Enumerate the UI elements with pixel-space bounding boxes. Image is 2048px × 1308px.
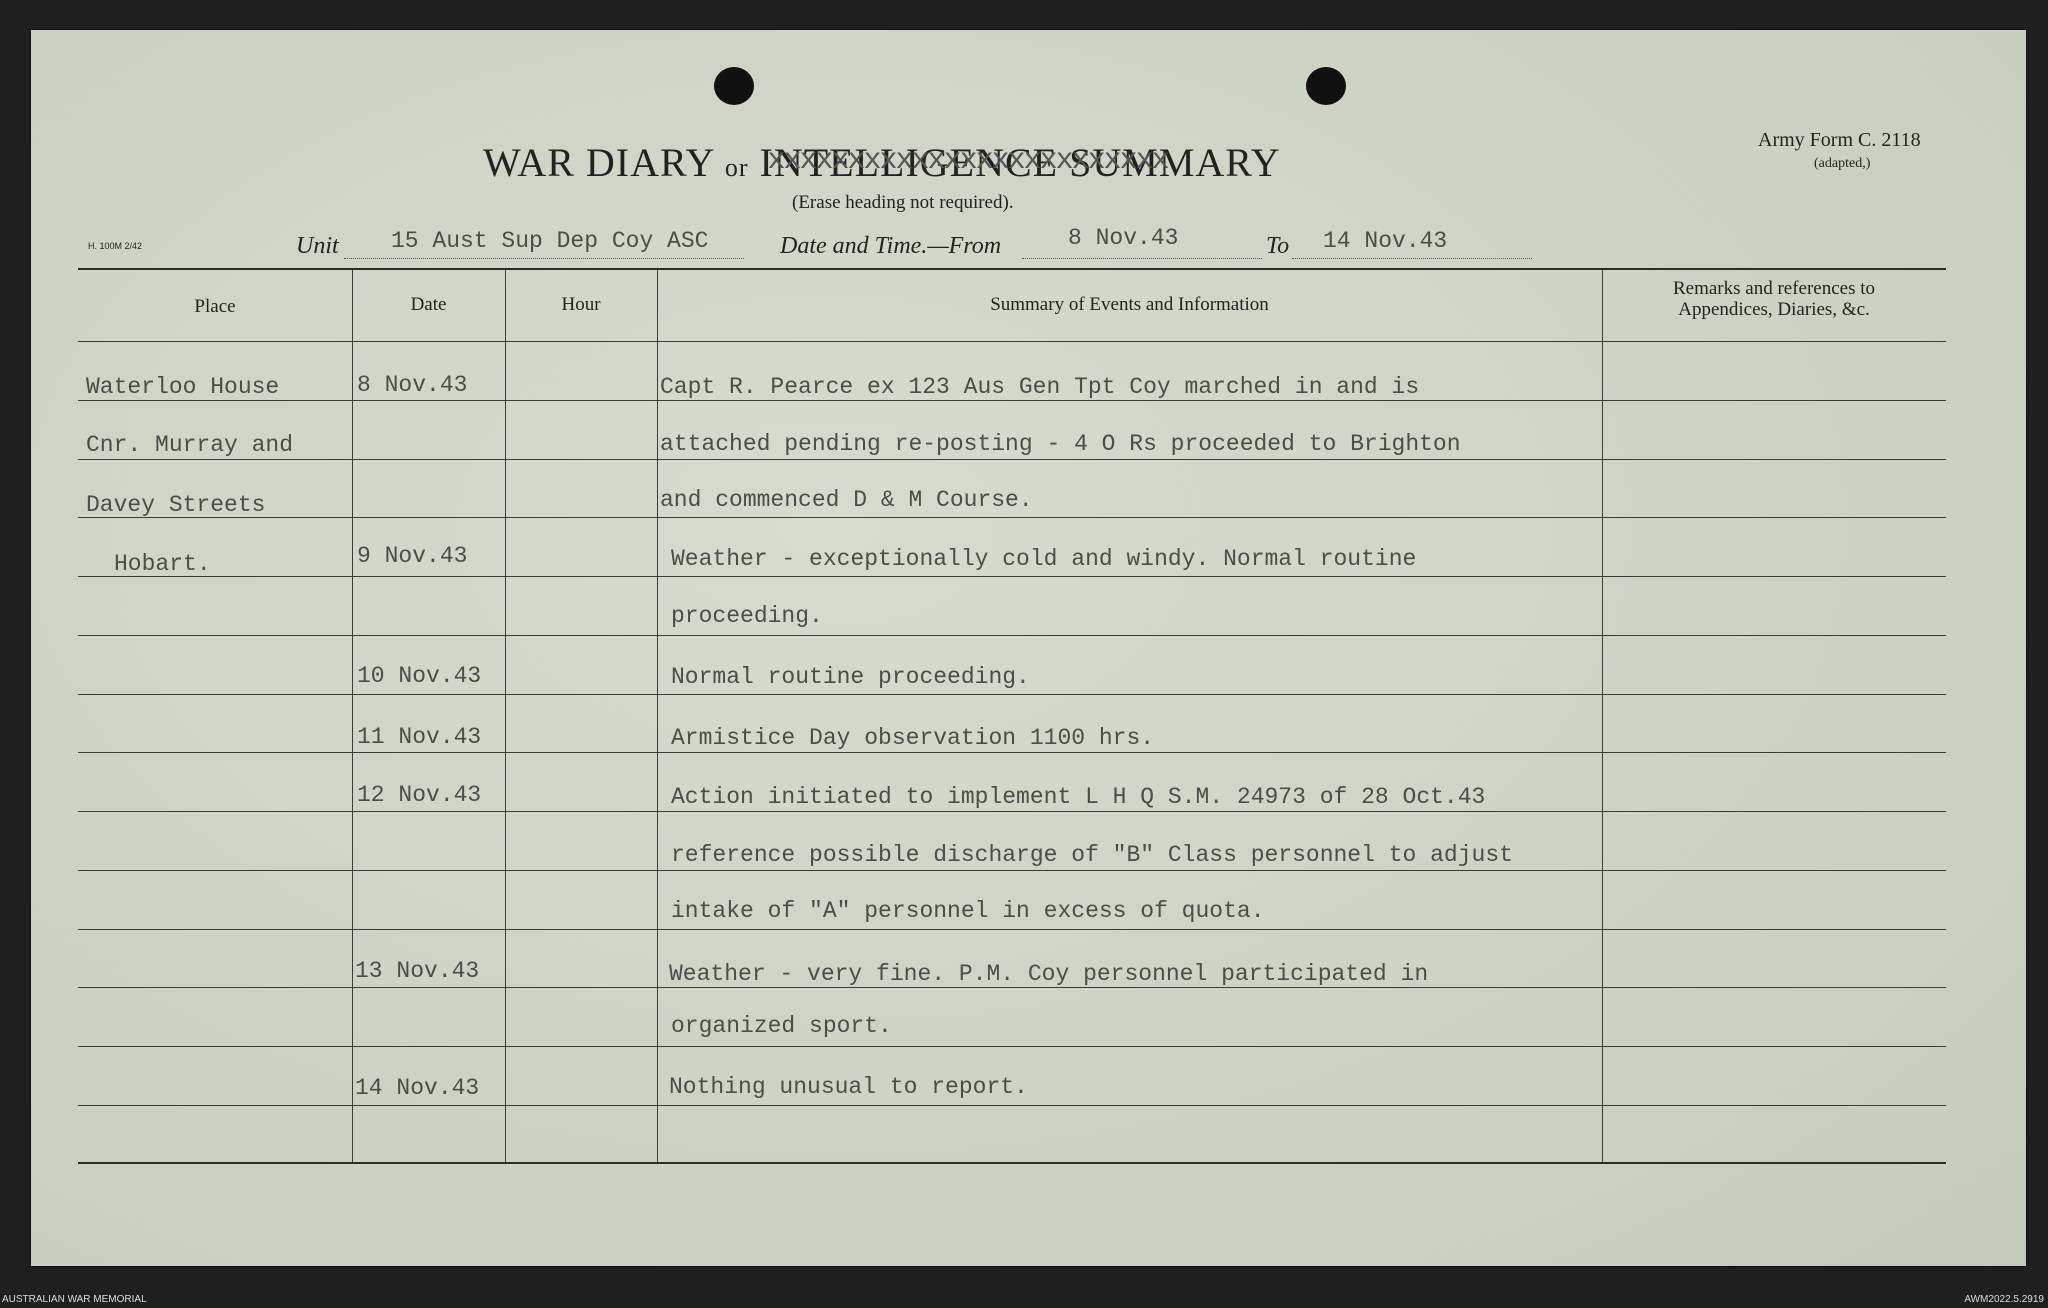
date-to-label: To (1266, 233, 1290, 259)
summary-cell: Capt R. Pearce ex 123 Aus Gen Tpt Coy marched in and is (660, 374, 1420, 400)
column-header-remarks-line2: Appendices, Diaries, &c. (1678, 299, 1870, 320)
summary-cell: Normal routine proceeding. (671, 664, 1030, 690)
row-rule (78, 341, 1946, 342)
army-form-adapted: (adapted,) (1814, 156, 1871, 171)
punch-hole-left (714, 67, 754, 105)
army-form-number: Army Form C. 2118 (1758, 129, 1921, 151)
date-cell: 13 Nov.43 (355, 958, 480, 984)
date-to-value: 14 Nov.43 (1323, 228, 1448, 254)
row-rule (78, 694, 1946, 695)
row-rule (78, 1046, 1946, 1047)
erase-note: (Erase heading not required). (792, 192, 1014, 213)
date-from-value: 8 Nov.43 (1068, 225, 1179, 251)
row-rule (78, 929, 1946, 930)
unit-value: 15 Aust Sup Dep Coy ASC (391, 228, 709, 254)
row-rule (78, 400, 1946, 401)
summary-cell: Nothing unusual to report. (669, 1074, 1028, 1100)
place-cell: Waterloo House (86, 374, 280, 400)
column-header-hour: Hour (561, 294, 601, 315)
row-rule (78, 811, 1946, 812)
date-cell: 8 Nov.43 (357, 372, 468, 398)
row-rule (78, 870, 1946, 871)
row-rule (78, 987, 1946, 988)
row-rule (78, 576, 1946, 577)
punch-hole-right (1306, 67, 1346, 105)
footer-source: AUSTRALIAN WAR MEMORIAL (2, 1294, 147, 1305)
form-print-code: H. 100M 2/42 (88, 241, 143, 251)
form-title (483, 139, 1281, 186)
summary-cell: organized sport. (671, 1013, 892, 1039)
footer-accession: AWM2022.5.2919 (1964, 1294, 2044, 1305)
summary-cell: Action initiated to implement L H Q S.M. 24973 of 28 Oct.43 (671, 784, 1486, 810)
date-cell: 14 Nov.43 (355, 1075, 480, 1101)
column-header-remarks-line1: Remarks and references to (1672, 278, 1876, 299)
date-from-dotted-line (1022, 258, 1262, 259)
date-cell: 9 Nov.43 (357, 543, 468, 569)
date-to-dotted-line (1292, 258, 1532, 259)
title-intelligence-summary: INTELLIGENCE SUMMARY xxxxxxxxxxxxxxxxxxxxxxxxx (760, 140, 1281, 185)
row-rule (78, 517, 1946, 518)
summary-cell: Weather - exceptionally cold and windy. Normal routine (671, 546, 1417, 572)
place-cell: Cnr. Murray and (86, 432, 294, 458)
row-rule (78, 459, 1946, 460)
column-divider-summary (1602, 270, 1603, 1162)
summary-cell: intake of "A" personnel in excess of quota. (671, 898, 1265, 924)
date-cell: 11 Nov.43 (357, 724, 482, 750)
title-war-diary: WAR DIARY (483, 140, 714, 185)
summary-cell: reference possible discharge of "B" Class personnel to adjust (671, 842, 1513, 868)
place-cell: Davey Streets (86, 492, 266, 518)
date-cell: 12 Nov.43 (357, 782, 482, 808)
summary-cell: Armistice Day observation 1100 hrs. (671, 725, 1155, 751)
table-bottom-rule (78, 1162, 1946, 1164)
summary-cell: attached pending re-posting - 4 O Rs proceeded to Brighton (660, 431, 1461, 457)
date-from-label: Date and Time.—From (780, 233, 1002, 259)
column-divider-hour (657, 270, 658, 1162)
summary-cell: Weather - very fine. P.M. Coy personnel participated in (669, 961, 1429, 987)
summary-cell: proceeding. (671, 603, 823, 629)
title-or: or (724, 153, 749, 182)
table-top-rule (78, 268, 1946, 270)
diary-page (31, 30, 2026, 1266)
column-header-place: Place (194, 296, 236, 317)
unit-dotted-line (344, 258, 744, 259)
column-header-summary: Summary of Events and Information (990, 294, 1269, 315)
row-rule (78, 752, 1946, 753)
place-cell: Hobart. (114, 551, 211, 577)
column-header-date: Date (410, 294, 447, 315)
date-cell: 10 Nov.43 (357, 663, 482, 689)
column-divider-place (352, 270, 353, 1162)
row-rule (78, 1105, 1946, 1106)
unit-label: Unit (296, 233, 339, 259)
row-rule (78, 635, 1946, 636)
summary-cell: and commenced D & M Course. (660, 487, 1033, 513)
column-divider-date (505, 270, 506, 1162)
